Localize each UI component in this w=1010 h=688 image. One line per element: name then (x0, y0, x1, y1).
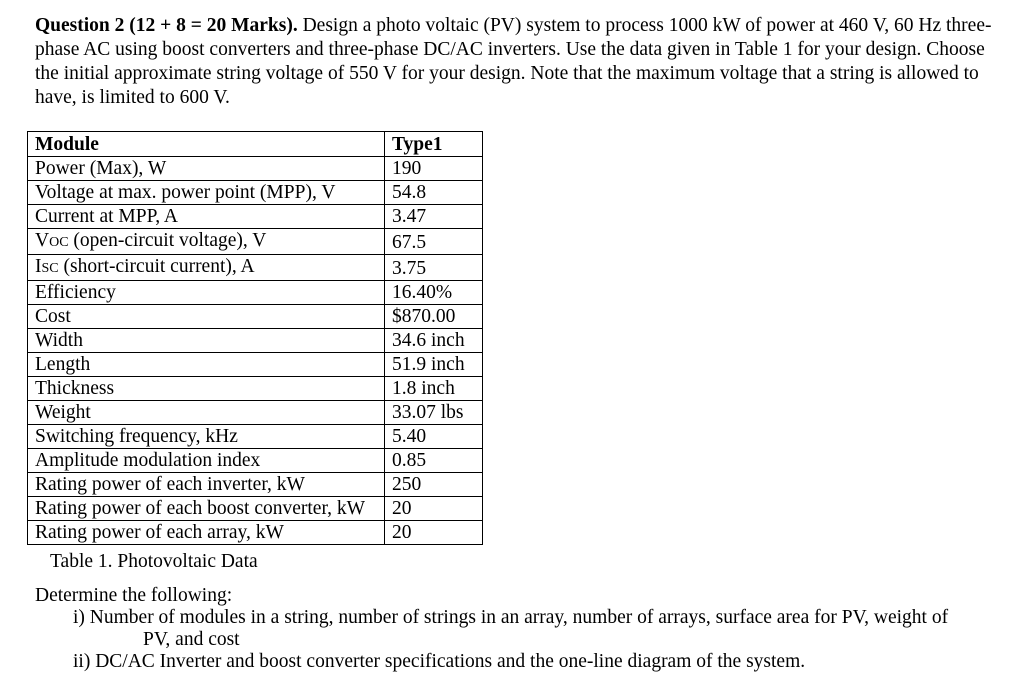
row-value: 1.8 inch (385, 377, 483, 401)
row-label (28, 255, 385, 281)
photovoltaic-data-table (27, 131, 483, 545)
row-value: 3.75 (385, 255, 483, 281)
label-subscript: OC (49, 235, 69, 250)
row-value: 5.40 (385, 425, 483, 449)
row-value: 0.85 (385, 449, 483, 473)
row-value: 54.8 (385, 181, 483, 205)
row-label: Weight (28, 401, 385, 425)
table-row (28, 449, 483, 473)
table-row (28, 353, 483, 377)
table-row (28, 497, 483, 521)
row-label: Rating power of each inverter, kW (28, 473, 385, 497)
row-label: Cost (28, 305, 385, 329)
row-label: Current at MPP, A (28, 205, 385, 229)
table-row (28, 229, 483, 255)
table-row (28, 377, 483, 401)
table-row (28, 305, 483, 329)
table-row (28, 329, 483, 353)
row-label: Width (28, 329, 385, 353)
table-row (28, 281, 483, 305)
row-label: Power (Max), W (28, 157, 385, 181)
question-heading: Question 2 (12 + 8 = 20 Marks). (35, 15, 298, 36)
row-label: Voltage at max. power point (MPP), V (28, 181, 385, 205)
header-module: Module (28, 132, 385, 157)
table-row (28, 255, 483, 281)
determine-section (35, 585, 995, 673)
table-row (28, 401, 483, 425)
row-label: Efficiency (28, 281, 385, 305)
label-rest: (short-circuit current), A (58, 256, 255, 277)
list-item (73, 651, 995, 673)
determine-intro: Determine the following: (35, 585, 233, 606)
table-row (28, 521, 483, 545)
row-value: 16.40% (385, 281, 483, 305)
question-body: Design a photo voltaic (PV) system to process 1000 kW of power at 460 V, 60 Hz three-phase AC using boost converters and three-phase DC/AC inverters. Use the data given in Table 1 for your design. Choose the initial approximate string voltage of 550 V for your design. Note that the maximum voltage that a string is allowed to have, is limited to 600 V. (35, 15, 992, 108)
table-row (28, 205, 483, 229)
question-text (35, 14, 1000, 110)
row-value: 34.6 inch (385, 329, 483, 353)
row-value: 33.07 lbs (385, 401, 483, 425)
item-continuation: PV, and cost (143, 629, 240, 650)
table-row (28, 425, 483, 449)
row-value: 250 (385, 473, 483, 497)
row-value: 67.5 (385, 229, 483, 255)
row-label: Amplitude modulation index (28, 449, 385, 473)
item-first-line: i) Number of modules in a string, number of strings in an array, number of arrays, surface area for PV, weight of (73, 607, 949, 628)
table-row (28, 473, 483, 497)
table-row (28, 157, 483, 181)
row-label: Rating power of each boost converter, kW (28, 497, 385, 521)
row-value: $870.00 (385, 305, 483, 329)
label-symbol: V (35, 230, 50, 251)
list-item (73, 607, 995, 651)
row-label: Switching frequency, kHz (28, 425, 385, 449)
table-row (28, 181, 483, 205)
label-rest: (open-circuit voltage), V (68, 230, 267, 251)
row-value: 51.9 inch (385, 353, 483, 377)
label-subscript: SC (41, 261, 59, 276)
row-value: 3.47 (385, 205, 483, 229)
header-type1: Type1 (385, 132, 483, 157)
row-label (28, 229, 385, 255)
table-header-row (28, 132, 483, 157)
label-symbol: I (35, 256, 42, 277)
row-value: 20 (385, 497, 483, 521)
item-first-line: ii) DC/AC Inverter and boost converter specifications and the one-line diagram of the system. (73, 651, 806, 672)
row-label: Rating power of each array, kW (28, 521, 385, 545)
row-label: Thickness (28, 377, 385, 401)
row-label: Length (28, 353, 385, 377)
table-caption: Table 1. Photovoltaic Data (50, 551, 258, 572)
row-value: 190 (385, 157, 483, 181)
row-value: 20 (385, 521, 483, 545)
